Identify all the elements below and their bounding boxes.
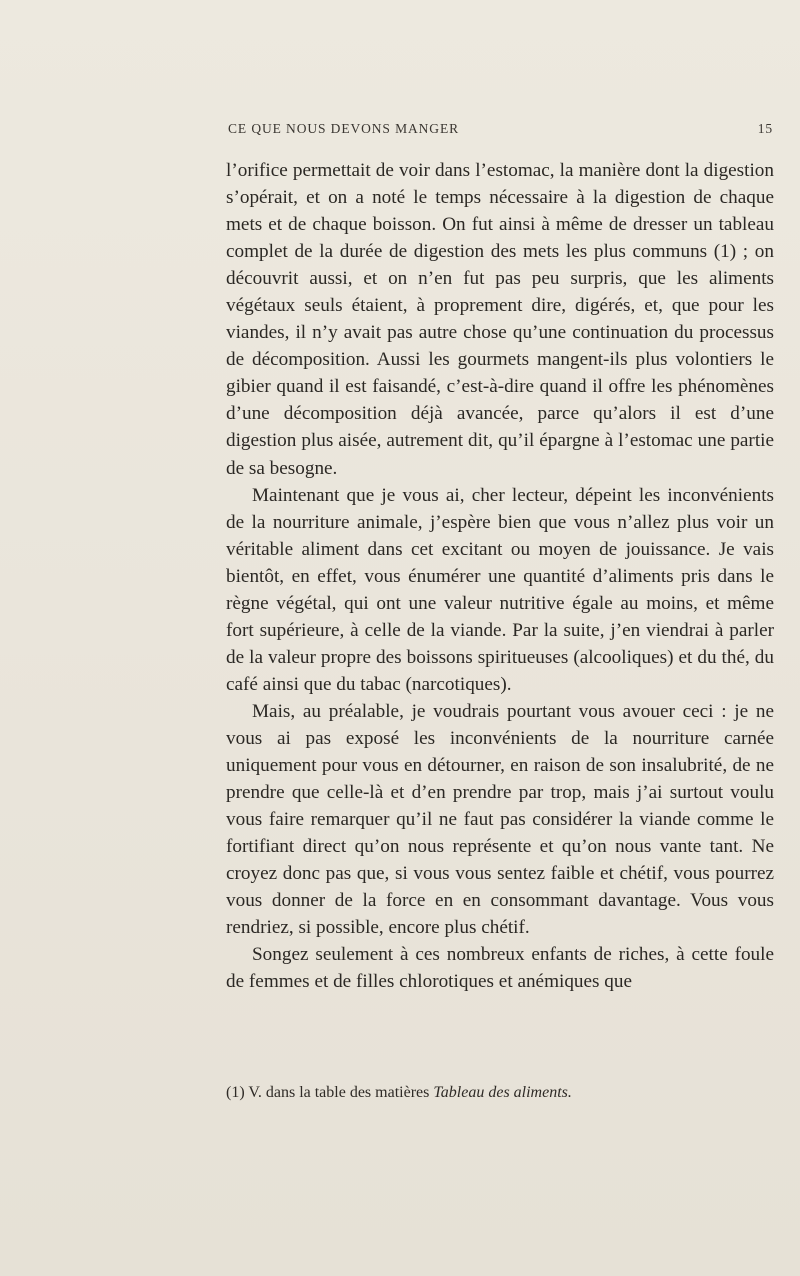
paragraph-4: Songez seulement à ces nombreux enfants de riches, à cette foule de femmes et de filles chlorotiques et anémiques que — [226, 944, 774, 993]
footnote-title: Tableau des aliments. — [433, 1084, 572, 1101]
paragraph-3: Mais, au préalable, je voudrais pourtant vous avouer ceci : je ne vous ai pas exposé les inconvénients de la nourriture carnée uniquement pour vous en détourner, en raison de son insalubrité, de ne prendre que celle-là et d’en prendre par trop, mais j’ai surtout voulu vous faire remarquer qu’il ne faut pas considérer la viande comme le fortifiant direct qu’on nous représente et qu’on nous vante tant. Ne croyez donc pas que, si vous vous sentez faible et chétif, vous pourrez vous donner de la force en en consommant davantage. Vous vous rendriez, si possible, encore plus chétif. — [226, 700, 774, 939]
footnote — [226, 1082, 774, 1104]
footnote-text: (1) V. dans la table des matières — [226, 1084, 434, 1101]
running-title: CE QUE NOUS DEVONS MANGER — [228, 121, 460, 136]
page-header — [228, 121, 773, 145]
body-text — [226, 157, 774, 995]
paragraph-2: Maintenant que je vous ai, cher lecteur, dépeint les inconvénients de la nourriture animale, j’espère bien que vous n’allez plus voir un véritable aliment dans cet excitant ou moyen de jouissance. Je vais bientôt, en effet, vous énumérer une quantité d’aliments pris dans le règne végétal, qui ont une valeur nutritive égale au moins, et même fort supérieure, à celle de la viande. Par la suite, j’en viendrai à parler de la valeur propre des boissons spiritueuses (alcooliques) et du thé, du café ainsi que du tabac (narcotiques). — [226, 484, 774, 695]
paragraph-1: l’orifice permettait de voir dans l’estomac, la manière dont la digestion s’opérait, et on a noté le temps nécessaire à la digestion de chaque mets et de chaque boisson. On fut ainsi à même de dresser un tableau complet de la durée de digestion des mets les plus communs (1) ; on découvrit aussi, et on n’en fut pas peu surpris, que les aliments végétaux seuls étaient, à proprement dire, digérés, et, que pour les viandes, il n’y avait pas autre chose qu’une continuation du processus de décomposition. Aussi les gourmets mangent-ils plus volontiers le gibier quand il est faisandé, c’est-à-dire quand il offre les phénomènes d’une décomposition déjà avancée, parce qu’alors il est d’une digestion plus aisée, autrement dit, qu’il épargne à l’estomac une partie de sa besogne. — [226, 160, 774, 479]
page-number: 15 — [757, 121, 773, 136]
